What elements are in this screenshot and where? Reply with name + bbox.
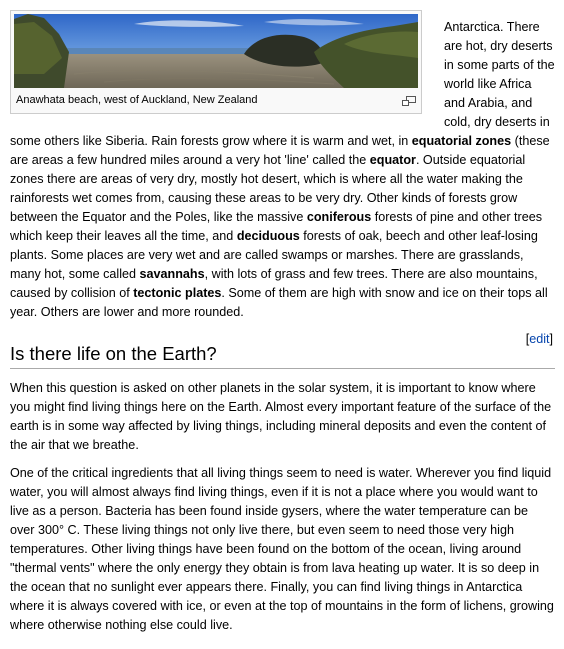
term-equatorial-zones: equatorial zones bbox=[411, 134, 512, 148]
section-heading: Is there life on the Earth? bbox=[10, 343, 217, 364]
text-run: forests of pine and other trees which keep their leaves all the time, and bbox=[10, 210, 543, 243]
term-deciduous: deciduous bbox=[236, 229, 300, 243]
paragraph-intro: When this question is asked on other planets in the solar system, it is important to know where you might find living things here on the Earth. Almost every important feature of the surface of the earth is in some way affected by living things, including mineral deposits and even the content of the air that we breathe. bbox=[10, 381, 552, 452]
text-run: Antarctica. There are hot, dry deserts in some parts of the world like Africa and Arabia, and cold, dry deserts in some others like Siberia. Rain forests grow where it is warm and wet, in bbox=[10, 20, 555, 148]
caption-text: Anawhata beach, west of Auckland, New Zealand bbox=[16, 94, 258, 106]
term-coniferous: coniferous bbox=[306, 210, 372, 224]
edit-section bbox=[526, 330, 553, 349]
text-run: (these are areas a few hundred miles around a very hot 'line' called the bbox=[10, 134, 550, 167]
text-run: forests of oak, beech and other leaf-losing plants. Some places are very wet and are called swamps or marshes. There are grasslands, many hot, some called bbox=[10, 229, 538, 281]
text-run: . Outside equatorial zones there are areas of very dry, mostly hot desert, which is where all the water making the rainforests wet comes from, causing these areas to be very dry. Other kinds of forests grow between the Equator and the Poles, like the massive bbox=[10, 153, 526, 224]
term-tectonic-plates: tectonic plates bbox=[133, 286, 222, 300]
edit-bracket-open: [ bbox=[525, 332, 530, 346]
paragraph-water: One of the critical ingredients that all living things seem to need is water. Wherever you find liquid water, you will almost always find living things, even if it is not a place where you would want to live as a person. Bacteria has been found inside gysers, where the water temperature can be over 300° C. These living things not only live there, but even seem to need those very high temperatures. Other living things have been found on the bottom of the ocean, living around "thermal vents" where the only energy they obtain is from lava heating up water. It is so deep in the ocean that no sunlight ever appears there. Finally, you can find living things in Antarctica where it is always covered with ice, or even at the top of mountains in the form of lichens, growing where otherwise nothing else could live. bbox=[10, 466, 554, 632]
term-equator: equator bbox=[369, 153, 416, 167]
text-run: , with lots of grass and few trees. There are also mountains, caused by collision of bbox=[10, 267, 538, 300]
image-thumbnail bbox=[10, 10, 422, 114]
beach-photo[interactable] bbox=[14, 14, 418, 88]
image-caption bbox=[14, 88, 418, 110]
text-run: . Some of them are high with snow and ice on their tops all year. Others are lower and more rounded. bbox=[10, 286, 548, 319]
term-savannahs: savannahs bbox=[139, 267, 205, 281]
article-body bbox=[10, 0, 555, 644]
magnify-icon[interactable] bbox=[402, 96, 416, 106]
edit-bracket-close: ] bbox=[549, 332, 553, 346]
edit-link[interactable]: edit bbox=[529, 332, 550, 346]
section-header bbox=[10, 332, 555, 369]
